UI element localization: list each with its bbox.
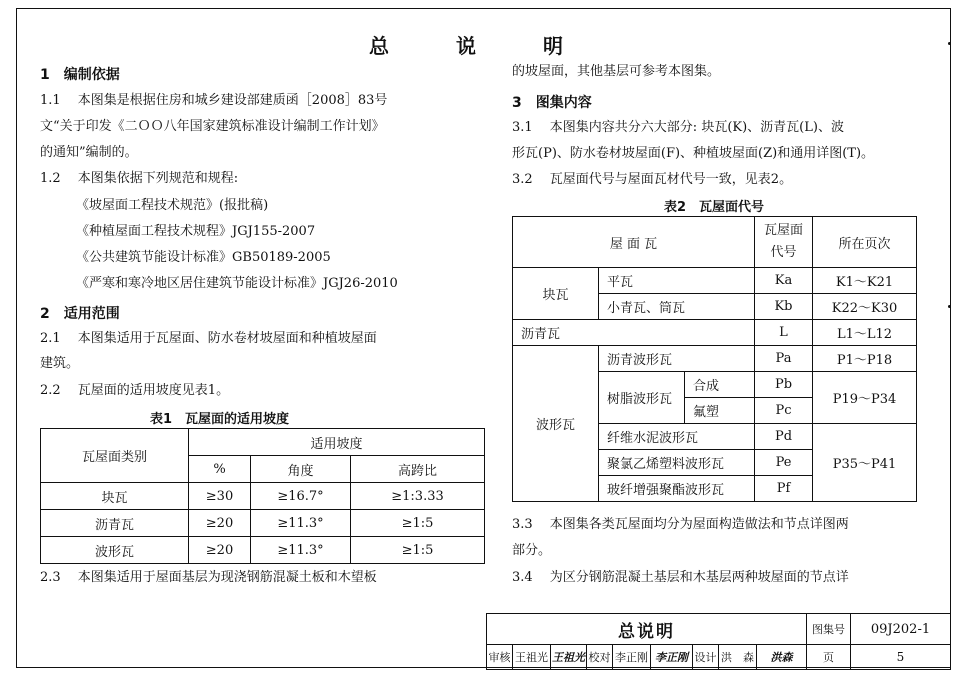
cell: 沥青瓦	[41, 510, 189, 537]
checker-name: 李正刚	[613, 645, 651, 670]
table-row	[41, 483, 485, 510]
header-page: 所在页次	[813, 217, 917, 268]
title-block	[486, 613, 951, 670]
header-code-line2: 代号	[770, 245, 797, 260]
section-2-heading: 2 适用范围	[40, 306, 120, 322]
cell: 氟塑	[685, 398, 755, 424]
cell: 沥青波形瓦	[599, 346, 755, 372]
standard-item: 《公共建筑节能设计标准》GB50189-2005	[76, 250, 331, 265]
table-2	[512, 216, 917, 502]
cell: Pd	[755, 424, 813, 450]
cell: L1～L12	[813, 320, 917, 346]
cell: 纤维水泥波形瓦	[599, 424, 755, 450]
paragraph-1-1-cont: 文“关于印发《二ＯＯ八年国家建筑标准设计编制工作计划》	[40, 119, 385, 134]
check-label: 校对	[587, 645, 613, 670]
cell: Kb	[755, 294, 813, 320]
page-title: 总 说 明	[369, 34, 593, 58]
standard-item: 《坡屋面工程技术规范》(报批稿)	[76, 198, 269, 213]
cell: Pa	[755, 346, 813, 372]
table-row	[41, 537, 485, 564]
standard-item: 《种植屋面工程技术规程》JGJ155-2007	[76, 224, 316, 239]
cell: ≥1:3.33	[351, 483, 485, 510]
header-percent: %	[189, 456, 251, 483]
atlas-number: 09J202-1	[851, 614, 951, 645]
designer-signature: 洪森	[757, 645, 807, 670]
cell: 合成	[685, 372, 755, 398]
paragraph-3-2: 3.2 瓦屋面代号与屋面瓦材代号一致，见表2。	[512, 172, 793, 187]
cell: 树脂波形瓦	[599, 372, 685, 424]
group-block: 块瓦	[513, 268, 599, 320]
section-3-heading: 3 图集内容	[512, 95, 592, 111]
section-1-heading: 1 编制依据	[40, 67, 120, 83]
paragraph-3-3: 3.3 本图集各类瓦屋面均分为屋面构造做法和节点详图两	[512, 517, 849, 532]
header-type: 瓦屋面类别	[41, 429, 189, 483]
header-ratio: 高跨比	[351, 456, 485, 483]
cell: ≥1:5	[351, 510, 485, 537]
checker-signature: 李正刚	[651, 645, 693, 670]
page-label: 页	[807, 645, 851, 670]
reviewer-name: 王祖光	[513, 645, 551, 670]
paragraph-cont: 的坡屋面，其他基层可参考本图集。	[512, 64, 721, 79]
cell: ≥20	[189, 510, 251, 537]
paragraph-2-1-cont: 建筑。	[40, 356, 80, 371]
table-1-caption: 表1 瓦屋面的适用坡度	[150, 412, 290, 427]
paragraph-3-1: 3.1 本图集内容共分六大部分: 块瓦(K)、沥青瓦(L)、波	[512, 120, 844, 135]
paragraph-1-1: 1.1 本图集是根据住房和城乡建设部建质函［2008］83号	[40, 93, 388, 108]
reviewer-signature: 王祖光	[551, 645, 587, 670]
margin-mark	[948, 305, 951, 308]
header-slope: 适用坡度	[189, 429, 485, 456]
cell: 聚氯乙烯塑料波形瓦	[599, 450, 755, 476]
paragraph-2-2: 2.2 瓦屋面的适用坡度见表1。	[40, 383, 230, 398]
paragraph-1-2: 1.2 本图集依据下列规范和规程:	[40, 171, 239, 186]
paragraph-3-3-cont: 部分。	[512, 543, 552, 558]
drawing-name: 总说明	[487, 614, 807, 645]
table-2-caption: 表2 瓦屋面代号	[664, 200, 765, 215]
cell: 小青瓦、筒瓦	[599, 294, 755, 320]
cell: 块瓦	[41, 483, 189, 510]
cell: Pb	[755, 372, 813, 398]
header-tile: 屋 面 瓦	[513, 217, 755, 268]
group-wave: 波形瓦	[513, 346, 599, 502]
paragraph-2-3: 2.3 本图集适用于屋面基层为现浇钢筋混凝土板和木望板	[40, 570, 377, 585]
atlas-label: 图集号	[807, 614, 851, 645]
cell: Ka	[755, 268, 813, 294]
cell: 玻纤增强聚酯波形瓦	[599, 476, 755, 502]
cell: ≥16.7°	[251, 483, 351, 510]
cell: ≥11.3°	[251, 537, 351, 564]
cell: ≥11.3°	[251, 510, 351, 537]
cell: 波形瓦	[41, 537, 189, 564]
cell: 平瓦	[599, 268, 755, 294]
cell: ≥1:5	[351, 537, 485, 564]
cell: P19～P34	[813, 372, 917, 424]
standard-item: 《严寒和寒冷地区居住建筑节能设计标准》JGJ26-2010	[76, 276, 398, 291]
cell: Pf	[755, 476, 813, 502]
cell: K22～K30	[813, 294, 917, 320]
cell: P1～P18	[813, 346, 917, 372]
cell: P35～P41	[813, 424, 917, 502]
review-label: 审核	[487, 645, 513, 670]
design-label: 设计	[693, 645, 719, 670]
header-angle: 角度	[251, 456, 351, 483]
paragraph-2-1: 2.1 本图集适用于瓦屋面、防水卷材坡屋面和种植坡屋面	[40, 331, 377, 346]
paragraph-1-1-end: 的通知”编制的。	[40, 145, 138, 160]
table-1	[40, 428, 485, 564]
header-code	[755, 217, 813, 268]
paragraph-3-4: 3.4 为区分钢筋混凝土基层和木基层两种坡屋面的节点详	[512, 570, 849, 585]
page-number: 5	[851, 645, 951, 670]
cell: ≥30	[189, 483, 251, 510]
designer-name: 洪 森	[719, 645, 757, 670]
cell: Pe	[755, 450, 813, 476]
cell: ≥20	[189, 537, 251, 564]
table-row	[41, 510, 485, 537]
header-code-line1: 瓦屋面	[763, 223, 803, 238]
cell: L	[755, 320, 813, 346]
cell: K1～K21	[813, 268, 917, 294]
paragraph-3-1-cont: 形瓦(P)、防水卷材坡屋面(F)、种植坡屋面(Z)和通用详图(T)。	[512, 146, 875, 161]
cell: 沥青瓦	[513, 320, 755, 346]
cell: Pc	[755, 398, 813, 424]
